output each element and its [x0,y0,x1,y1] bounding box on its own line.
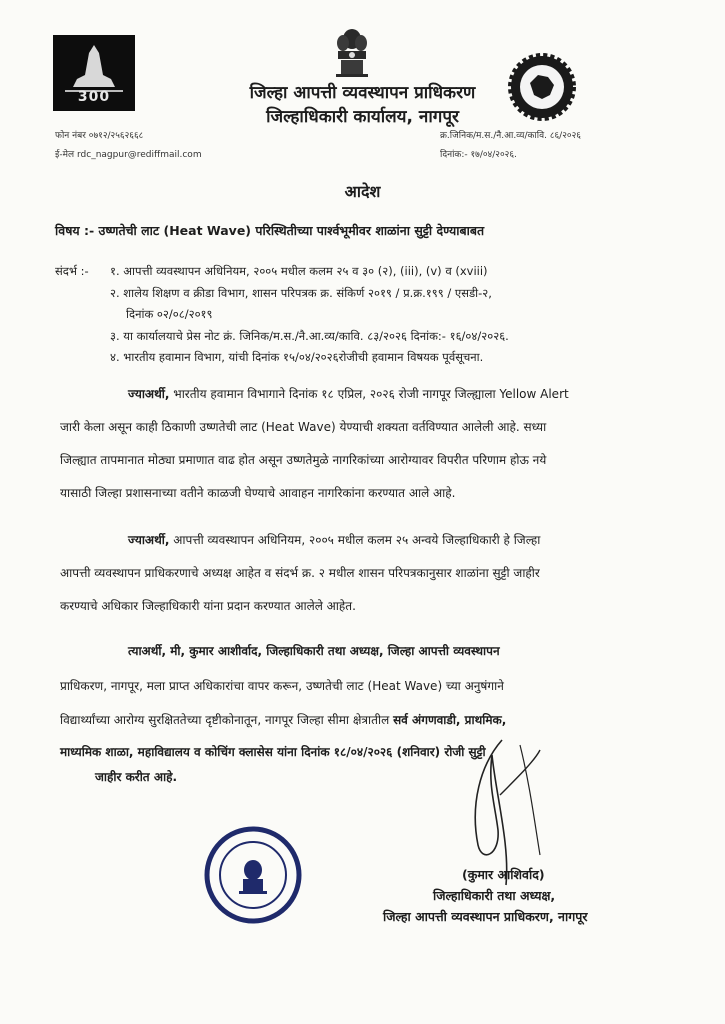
para3-line [60,711,506,728]
para2-line: करण्याचे अधिकार जिल्हाधिकारी यांना प्रदान करण्यात आलेले आहेत. [60,599,356,613]
para3-emphasis: सर्व अंगणवाडी, प्राथमिक, [393,713,507,727]
official-seal [203,825,303,925]
para2-line [128,531,540,548]
para1-line: जिल्ह्यात तापमानात मोठ्या प्रमाणात वाढ होत असून उष्णतेमुळे नागरिकांच्या आरोग्यावर विपरीत परिणाम होऊ नये [60,453,547,467]
header-office-name: जिल्हाधिकारी कार्यालय, नागपूर [266,107,459,127]
para2-text: आपत्ती व्यवस्थापन अधिनियम, २००५ मधील कलम २५ अन्वये जिल्हाधिकारी हे जिल्हा [169,533,541,547]
para2-line: आपत्ती व्यवस्थापन प्राधिकरणाचे अध्यक्ष आहेत व संदर्भ क्र. २ मधील शासन परिपत्रकानुसार शाळांना सुट्टी जाहीर [60,566,540,580]
para1-text: भारतीय हवामान विभागाने दिनांक १८ एप्रिल, २०२६ रोजी नागपूर जिल्ह्याला Yellow Alert [169,387,569,401]
ashoka-emblem-icon [332,27,372,79]
header-authority-name: जिल्हा आपत्ती व्यवस्थापन प्राधिकरण [249,83,476,103]
reference-item: दिनांक ०२/०८/२०१९ [126,307,213,321]
email-address: ई-मेल rdc_nagpur@rediffmail.com [55,150,202,160]
para3-line: प्राधिकरण, नागपूर, मला प्राप्त अधिकारांचा वापर करून, उष्णतेची लाट (Heat Wave) च्या अनुषंगाने [60,679,504,693]
signatory-designation: जिल्हाधिकारी तथा अध्यक्ष, [433,888,556,903]
para3-line: त्याअर्थी, मी, कुमार आशीर्वाद, जिल्हाधिकारी तथा अध्यक्ष, जिल्हा आपत्ती व्यवस्थापन [128,644,500,658]
para3-line: माध्यमिक शाळा, महाविद्यालय व कोचिंग क्लासेस यांना दिनांक १८/०४/२०२६ (शनिवार) रोजी सुट्टी [60,745,486,759]
logo-text: 300 [77,89,111,105]
para1-line [128,385,569,402]
para1-lead: ज्याअर्थी, [128,387,170,401]
reference-item: २. शालेय शिक्षण व क्रीडा विभाग, शासन परिपत्रक क्र. संकिर्ण २०१९ / प्र.क्र.१९९ / एसडी-२, [110,286,492,300]
para3-line: जाहीर करीत आहे. [95,770,178,784]
para3-text: विद्यार्थ्यांच्या आरोग्य सुरक्षिततेच्या दृष्टीकोनातून, नागपूर जिल्हा सीमा क्षेत्रातील [60,713,394,727]
para1-line: यासाठी जिल्हा प्रशासनाच्या वतीने काळजी घेण्याचे आवाहन नागरिकांना करण्यात आले आहे. [60,486,456,500]
para1-line: जारी केला असून काही ठिकाणी उष्णतेची लाट (Heat Wave) येण्याची शक्यता वर्तविण्यात आलेली आहे. सध्या [60,420,547,434]
references-label: संदर्भ :- [55,264,89,278]
reference-number: क्र.जिनिक/म.स./नै.आ.व्य/कावि. ८६/२०२६ [440,131,581,141]
signatory-office: जिल्हा आपत्ती व्यवस्थापन प्राधिकरण, नागपूर [383,909,588,924]
subject-line: विषय :- उष्णतेची लाट (Heat Wave) परिस्थितीच्या पार्श्वभूमीवर शाळांना सुट्टी देण्याबाबत [55,223,485,238]
phone-number: फोन नंबर ०७१२/२५६२६६८ [55,131,144,141]
reference-item: ३. या कार्यालयाचे प्रेस नोट क्रं. जिनिक/म.स./नै.आ.व्य/कावि. ८३/२०२६ दिनांक:- १६/०४/२०२६. [110,329,509,343]
signatory-name: (कुमार आशिर्वाद) [462,867,545,882]
issue-date: दिनांक:- १७/०४/२०२६. [440,150,517,160]
para2-lead: ज्याअर्थी, [128,533,170,547]
reference-item: ४. भारतीय हवामान विभाग, यांची दिनांक १५/०४/२०२६रोजीची हवामान विषयक पूर्वसूचना. [110,350,484,364]
reference-item: १. आपत्ती व्यवस्थापन अधिनियम, २००५ मधील कलम २५ व ३० (२), (iii), (v) व (xviii) [110,264,488,278]
order-title: आदेश [344,182,381,201]
